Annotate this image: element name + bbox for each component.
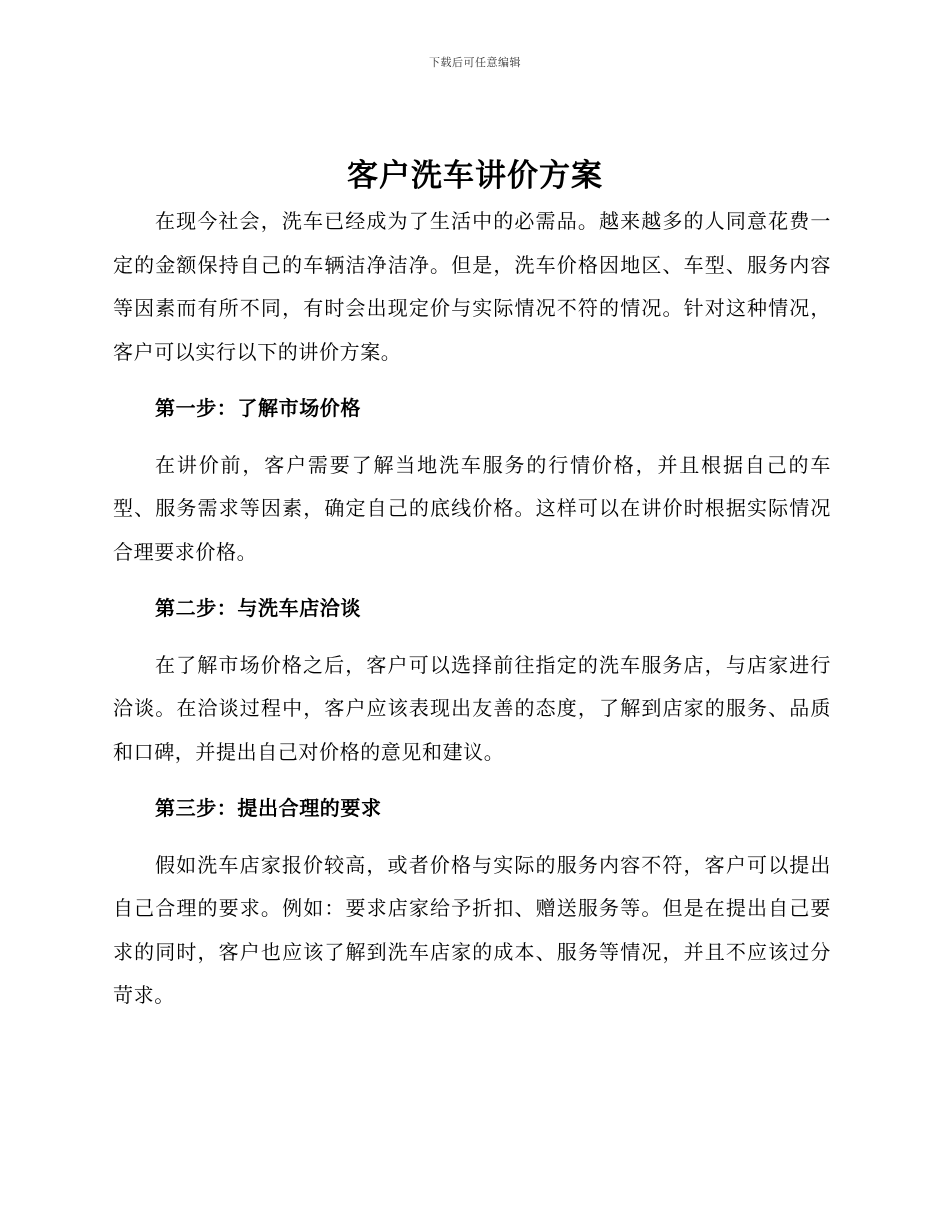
- header-note: 下载后可任意编辑: [429, 56, 521, 69]
- step-1-heading: 第一步：了解市场价格: [155, 396, 361, 420]
- step-1-paragraph: 在讲价前，客户需要了解当地洗车服务的行情价格，并且根据自己的车型、服务需求等因素，确定自己的底线价格。这样可以在讲价时根据实际情况合理要求价格。: [113, 452, 831, 564]
- step-2-heading: 第二步：与洗车店洽谈: [155, 596, 361, 620]
- step-3-paragraph: 假如洗车店家报价较高，或者价格与实际的服务内容不符，客户可以提出自己合理的要求。例如：要求店家给予折扣、赠送服务等。但是在提出自己要求的同时，客户也应该了解到洗车店家的成本、服务等情况，并且不应该过分苛求。: [113, 852, 831, 1007]
- step-2-paragraph: 在了解市场价格之后，客户可以选择前往指定的洗车服务店，与店家进行洽谈。在洽谈过程中，客户应该表现出友善的态度，了解到店家的服务、品质和口碑，并提出自己对价格的意见和建议。: [113, 652, 831, 764]
- intro-paragraph: 在现今社会，洗车已经成为了生活中的必需品。越来越多的人同意花费一定的金额保持自己的车辆洁净洁净。但是，洗车价格因地区、车型、服务内容等因素而有所不同，有时会出现定价与实际情况不符的情况。针对这种情况，客户可以实行以下的讲价方案。: [113, 209, 831, 364]
- step-3-heading: 第三步：提出合理的要求: [155, 796, 382, 820]
- document-body: [113, 200, 831, 1018]
- page-title: 客户洗车讲价方案: [347, 158, 603, 194]
